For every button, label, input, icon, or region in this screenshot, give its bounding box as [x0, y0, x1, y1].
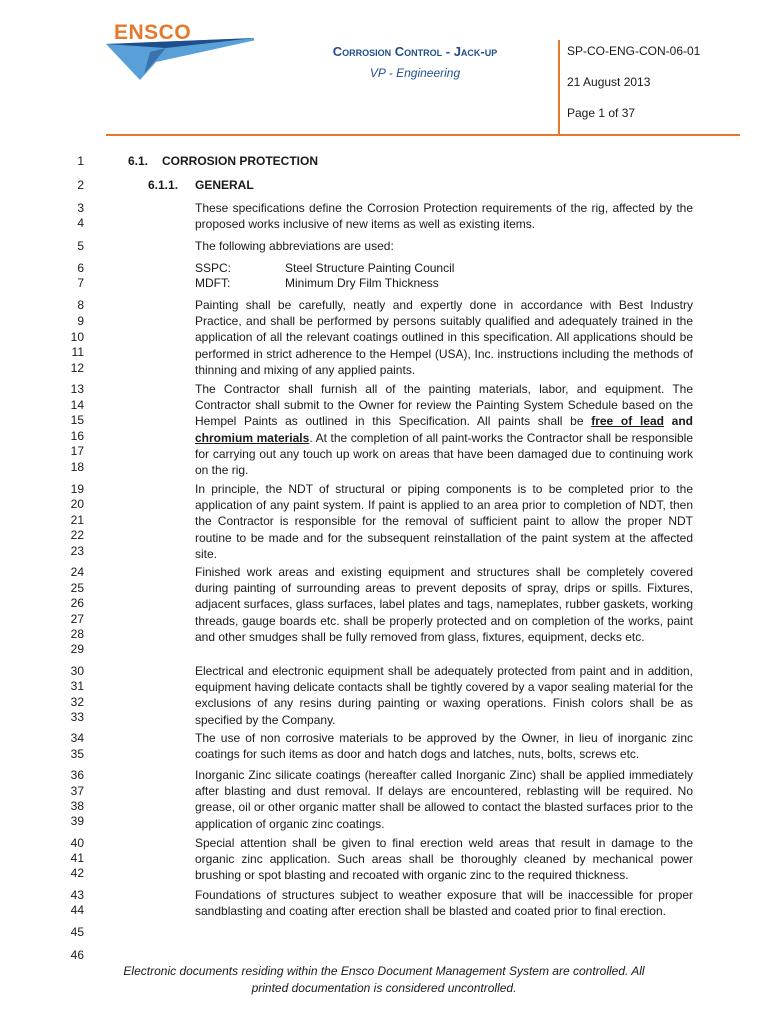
line-number: 1: [77, 154, 84, 168]
paragraph-contractor-materials: The Contractor shall furnish all of the painting materials, labor, and equipment. The Contractor shall submit to the Owner for review the Painting System Schedule based on the Hempel Paints as outlined in this Specification. All paints shall be free of lead and chromium materials. At the completion of all paint-works the Contractor shall be responsible for carrying out any touch up work on areas that have been damaged due to continuing work on the rig.: [195, 382, 693, 478]
ensco-swoosh-logo-icon: [106, 18, 254, 80]
paragraph-foundations: Foundations of structures subject to weather exposure that will be inaccessible for proper sandblasting and coating after erection shall be blasted and coated prior to final erection.: [195, 888, 693, 919]
abbreviation-term: SSPC:: [195, 261, 232, 275]
section-title: CORROSION PROTECTION: [162, 154, 319, 168]
line-number: 15: [70, 413, 84, 427]
line-number: 23: [70, 544, 84, 558]
line-number: 20: [70, 497, 84, 511]
line-number: 42: [70, 866, 84, 880]
abbreviation-definition: Minimum Dry Film Thickness: [285, 276, 439, 290]
subsection-number: 6.1.1.: [148, 178, 179, 192]
paragraph-abbreviations-intro: The following abbreviations are used:: [195, 239, 394, 253]
line-number: 17: [70, 444, 84, 458]
section-number: 6.1.: [128, 154, 149, 168]
line-number: 37: [70, 784, 84, 798]
paragraph-erection-weld-areas: Special attention shall be given to final erection weld areas that result in damage to the organic zinc application. Such areas shall be thoroughly cleaned by mechanical power brushing or spot blasting and recoated with organic zinc to the required thickness.: [195, 836, 693, 883]
paragraph-non-corrosive-materials: The use of non corrosive materials to be approved by the Owner, in lieu of inorganic zinc coatings for such items as door and hatch dogs and latches, nuts, bolts, screws etc.: [195, 731, 693, 762]
line-number: 13: [70, 382, 84, 396]
line-number: 18: [70, 460, 84, 474]
footer-line-1: Electronic documents residing within the Ensco Document Management System are controlled. All: [123, 964, 645, 978]
paragraph-inorganic-zinc: Inorganic Zinc silicate coatings (hereafter called Inorganic Zinc) shall be applied immediately after blasting and dust removal. If delays are encountered, reblasting will be required. No grease, oil or other organic matter shall be allowed to contact the blasted surfaces prior to the application of organic zinc coatings.: [195, 768, 693, 831]
line-number: 21: [70, 513, 84, 527]
page-indicator: Page 1 of 37: [567, 106, 636, 120]
header-divider-horizontal: [106, 134, 740, 136]
ensco-logo: [106, 18, 254, 80]
line-number: 24: [70, 565, 84, 579]
line-number: 4: [77, 216, 84, 230]
document-date: 21 August 2013: [567, 75, 651, 89]
line-number: 9: [77, 314, 84, 328]
line-number: 28: [70, 627, 84, 641]
line-number: 35: [70, 747, 84, 761]
line-number: 32: [70, 695, 84, 709]
line-number: 30: [70, 664, 84, 678]
line-number: 16: [70, 429, 84, 443]
line-number: 40: [70, 836, 84, 850]
line-number: 33: [70, 710, 84, 724]
line-number: 38: [70, 799, 84, 813]
paragraph-painting-practice: Painting shall be carefully, neatly and expertly done in accordance with Best Industry Practice, and shall be performed by persons suitably qualified and adequately trained in the application of all the relevant coatings outlined in this specification. All applications should be performed in strict adherence to the Hempel (USA), Inc. instructions including the methods of thinning and mixing of any applied paints.: [195, 298, 693, 377]
abbreviation-definition: Steel Structure Painting Council: [285, 261, 455, 275]
line-number: 22: [70, 528, 84, 542]
line-number: 27: [70, 612, 84, 626]
line-number: 8: [77, 298, 84, 312]
line-number: 34: [70, 731, 84, 745]
line-number: 26: [70, 596, 84, 610]
document-code: SP-CO-ENG-CON-06-01: [567, 44, 701, 58]
line-number: 19: [70, 482, 84, 496]
line-number: 31: [70, 679, 84, 693]
line-number: 7: [77, 276, 84, 290]
emphasis-chromium-materials: chromium materials: [195, 430, 310, 445]
document-title: Corrosion Control - Jack-up: [332, 44, 498, 59]
emphasis-free-of-lead: free of lead: [591, 414, 664, 429]
line-number: 25: [70, 581, 84, 595]
paragraph-electrical-equipment: Electrical and electronic equipment shall be adequately protected from paint and in addition, equipment having delicate contacts shall be tightly covered by a vapor sealing material for the exclusions of any resins during painting or waxing operations. Finish colors shall be as specified by the Company.: [195, 664, 693, 727]
subsection-title: GENERAL: [195, 178, 254, 192]
line-number: 11: [71, 345, 84, 359]
line-number: 5: [77, 239, 84, 253]
line-number: 2: [77, 178, 84, 192]
line-number: 39: [70, 814, 84, 828]
logo-wordmark: ENSCO: [114, 21, 192, 44]
document-department: VP - Engineering: [369, 66, 461, 80]
header-divider-vertical: [558, 40, 560, 134]
line-number: 41: [70, 851, 84, 865]
line-number: 14: [70, 398, 84, 412]
footer-line-2: printed documentation is considered uncontrolled.: [251, 980, 517, 995]
line-number: 3: [77, 201, 84, 215]
paragraph-scope: These specifications define the Corrosion Protection requirements of the rig, affected by the proposed works inclusive of new items as well as existing items.: [195, 201, 693, 232]
line-number: 10: [70, 330, 84, 344]
line-number: 44: [70, 903, 84, 917]
document-control-footer: [110, 963, 658, 996]
line-number: 46: [70, 948, 84, 962]
paragraph-ndt: In principle, the NDT of structural or piping components is to be completed prior to the application of any paint system. If paint is applied to an area prior to completion of NDT, then the Contractor is responsible for the removal of sufficient paint to allow the proper NDT routine to be made and for the subsequent reinstallation of the paint system at the affected site.: [195, 482, 693, 561]
line-number: 43: [70, 888, 84, 902]
abbreviation-term: MDFT:: [195, 276, 231, 290]
line-number: 36: [70, 768, 84, 782]
emphasis-and: and: [663, 414, 693, 429]
paragraph-protection-covering: Finished work areas and existing equipment and structures shall be completely covered during painting of surrounding areas to prevent deposits of spray, drips or spills. Fixtures, adjacent surfaces, glass surfaces, label plates and tags, nameplates, rubber gaskets, working threads, gauge boards etc. shall be properly protected and on completion of the works, paint and other smudges shall be fully removed from glass, fixtures, equipment, decks etc.: [195, 565, 693, 644]
line-number: 6: [77, 261, 84, 275]
line-number: 12: [70, 361, 84, 375]
line-number: 29: [70, 642, 84, 656]
line-number: 45: [70, 925, 84, 939]
